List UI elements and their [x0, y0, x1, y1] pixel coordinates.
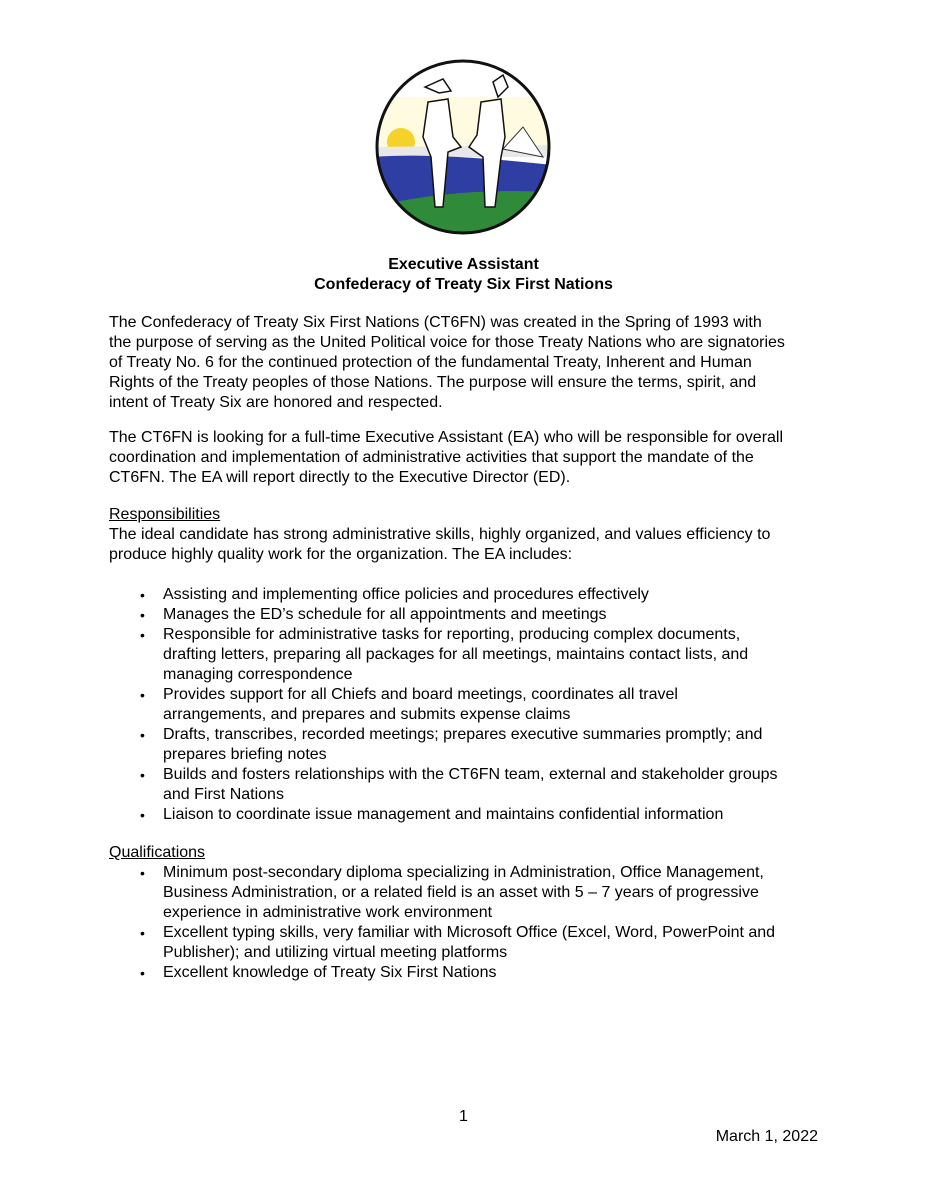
list-item: [109, 805, 778, 825]
list-item-line: Drafts, transcribes, recorded meetings; prepares executive summaries promptly; and: [163, 726, 763, 743]
treaty-six-seal-logo: [373, 57, 553, 237]
list-item: [109, 923, 775, 963]
bullet-icon: •: [140, 727, 145, 743]
bullet-icon: •: [140, 767, 145, 783]
document-date: March 1, 2022: [715, 1128, 818, 1145]
bullet-icon: •: [140, 587, 145, 603]
paragraph-line: The Confederacy of Treaty Six First Nations (CT6FN) was created in the Spring of 1993 with: [109, 314, 762, 331]
bullet-icon: •: [140, 807, 145, 823]
list-item: [109, 605, 778, 625]
list-item-line: and First Nations: [163, 786, 284, 803]
bullet-icon: •: [140, 965, 145, 981]
list-item: [109, 765, 778, 805]
list-item-line: Manages the ED’s schedule for all appointments and meetings: [163, 606, 607, 623]
paragraph-line: CT6FN. The EA will report directly to the Executive Director (ED).: [109, 469, 571, 486]
bullet-icon: •: [140, 627, 145, 643]
bullet-icon: •: [140, 865, 145, 881]
list-item-line: arrangements, and prepares and submits expense claims: [163, 706, 571, 723]
paragraph-line: intent of Treaty Six are honored and respected.: [109, 394, 443, 411]
organization-title: Confederacy of Treaty Six First Nations: [314, 276, 613, 293]
qualifications-list: [109, 863, 775, 983]
list-item: [109, 625, 778, 685]
list-item: [109, 725, 778, 765]
qualifications-heading: Qualifications: [109, 844, 206, 861]
paragraph-line: The ideal candidate has strong administrative skills, highly organized, and values efficiency to: [109, 526, 771, 543]
paragraph-line: Rights of the Treaty peoples of those Nations. The purpose will ensure the terms, spirit, and: [109, 374, 757, 391]
list-item: [109, 685, 778, 725]
bullet-icon: •: [140, 687, 145, 703]
paragraph-line: of Treaty No. 6 for the continued protection of the fundamental Treaty, Inherent and Human: [109, 354, 752, 371]
paragraph-line: The CT6FN is looking for a full-time Executive Assistant (EA) who will be responsible for overall: [109, 429, 784, 446]
list-item-line: Publisher); and utilizing virtual meeting platforms: [163, 944, 508, 961]
list-item-line: Excellent knowledge of Treaty Six First Nations: [163, 964, 497, 981]
list-item-line: Excellent typing skills, very familiar with Microsoft Office (Excel, Word, PowerPoint and: [163, 924, 776, 941]
responsibilities-list: [109, 585, 778, 825]
list-item-line: Builds and fosters relationships with the CT6FN team, external and stakeholder groups: [163, 766, 778, 783]
position-paragraph: [109, 428, 783, 488]
list-item-line: drafting letters, preparing all packages for all meetings, maintains contact lists, and: [163, 646, 749, 663]
qualifications-section: [109, 843, 775, 983]
list-item-line: Assisting and implementing office policies and procedures effectively: [163, 586, 649, 603]
bullet-icon: •: [140, 925, 145, 941]
list-item-line: Provides support for all Chiefs and board meetings, coordinates all travel: [163, 686, 678, 703]
list-item: [109, 963, 775, 983]
paragraph-line: coordination and implementation of administrative activities that support the mandate of the: [109, 449, 754, 466]
paragraph-line: produce highly quality work for the organization. The EA includes:: [109, 546, 573, 563]
list-item-line: Liaison to coordinate issue management and maintains confidential information: [163, 806, 724, 823]
intro-paragraph: [109, 313, 785, 413]
list-item-line: Responsible for administrative tasks for reporting, producing complex documents,: [163, 626, 741, 643]
list-item: [109, 585, 778, 605]
page-number: 1: [459, 1108, 468, 1125]
list-item-line: managing correspondence: [163, 666, 353, 683]
paragraph-line: the purpose of serving as the United Political voice for those Treaty Nations who are signatories: [109, 334, 785, 351]
list-item-line: Business Administration, or a related field is an asset with 5 – 7 years of progressive: [163, 884, 759, 901]
responsibilities-section: [109, 505, 778, 825]
list-item: [109, 863, 775, 923]
responsibilities-heading: Responsibilities: [109, 506, 221, 523]
list-item-line: prepares briefing notes: [163, 746, 327, 763]
list-item-line: experience in administrative work environment: [163, 904, 493, 921]
bullet-icon: •: [140, 607, 145, 623]
job-title: Executive Assistant: [388, 256, 539, 273]
list-item-line: Minimum post-secondary diploma specializing in Administration, Office Management,: [163, 864, 764, 881]
